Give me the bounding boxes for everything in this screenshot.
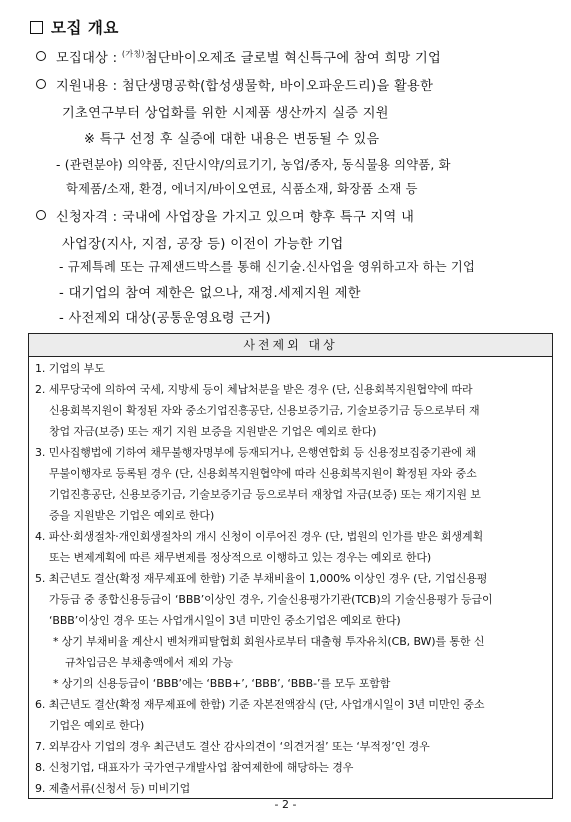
target-label: 모집대상 : bbox=[56, 51, 118, 66]
table-line: 9. 제출서류(신청서 등) 미비기업 bbox=[35, 782, 191, 795]
exclusion-table bbox=[28, 333, 553, 799]
content-line-2: 기초연구부터 상업화를 위한 시제품 생산까지 실증 지원 bbox=[62, 106, 389, 121]
table-line: 기업진흥공단, 신용보증기금, 기술보증기금 등으로부터 재창업 자금(보증) 또는 재기지원 보 bbox=[49, 488, 481, 501]
table-line: * 상기의 신용등급이 ‘BBB’에는 ‘BBB+’, ‘BBB’, ‘BBB-’를 모두 포함함 bbox=[53, 677, 391, 690]
table-line: 4. 파산·회생절차·개인회생절차의 개시 신청이 이루어진 경우 (단, 법원의 인가를 받은 회생계획 bbox=[35, 530, 484, 543]
section-title bbox=[30, 16, 119, 38]
table-line: 신용회복지원이 확정된 자와 중소기업진흥공단, 신용보증기금, 기술보증기금 등으로부터 재 bbox=[49, 404, 480, 417]
qualification-bullet bbox=[36, 206, 414, 225]
table-line: 창업 자금(보증) 또는 재기 지원 보증을 지원받은 기업은 예외로 한다) bbox=[49, 425, 377, 438]
section-title-text: 모집 개요 bbox=[51, 19, 119, 37]
table-line: 증을 지원받은 기업은 예외로 한다) bbox=[49, 509, 215, 522]
hollow-circle-bullet-icon bbox=[36, 51, 46, 61]
fields-line-2: 학제품/소재, 환경, 에너지/바이오연료, 식품소재, 화장품 소재 등 bbox=[66, 182, 418, 196]
fields-line-1: - (관련분야) 의약품, 진단시약/의료기기, 농업/종자, 동식물용 의약품, 화 bbox=[56, 158, 451, 172]
target-text: 첨단바이오제조 글로벌 혁신특구에 참여 희망 기업 bbox=[144, 51, 442, 66]
table-line: 5. 최근년도 결산(확정 재무제표에 한함) 기준 부채비율이 1,000% 이상인 경우 (단, 기업신용평 bbox=[35, 572, 488, 585]
qualification-line-2: 사업장(지사, 지점, 공장 등) 이전이 가능한 기업 bbox=[62, 237, 344, 252]
table-line: 규차입금은 부채총액에서 제외 가능 bbox=[65, 656, 234, 669]
qualification-sub-3: - 사전제외 대상(공통운영요령 근거) bbox=[59, 311, 271, 326]
qualification-sub-2: - 대기업의 참여 제한은 없으나, 재정.세제지원 제한 bbox=[59, 286, 361, 301]
table-line: 3. 민사집행법에 기하여 채무불행자명부에 등재되거나, 은행연합회 등 신용정보집중기관에 채 bbox=[35, 446, 476, 459]
target-superscript: (가칭) bbox=[121, 49, 145, 59]
content-bullet bbox=[36, 75, 433, 94]
table-line: 8. 신청기업, 대표자가 국가연구개발사업 참여제한에 해당하는 경우 bbox=[35, 761, 354, 774]
table-line: 6. 최근년도 결산(확정 재무제표에 한함) 기준 자본전액잠식 (단, 사업개시일이 3년 미만인 중소 bbox=[35, 698, 485, 711]
qualification-line-1: 신청자격 : 국내에 사업장을 가지고 있으며 향후 특구 지역 내 bbox=[56, 210, 415, 225]
table-line: ‘BBB’이상인 경우 또는 사업개시일이 3년 미만인 중소기업은 예외로 한다) bbox=[49, 614, 401, 627]
qualification-sub-1: - 규제특례 또는 규제샌드박스를 통해 신기술.신사업을 영위하고자 하는 기업 bbox=[59, 260, 476, 274]
table-line: 또는 변제계획에 따른 채무변제를 정상적으로 이행하고 있는 경우는 예외로 한다) bbox=[49, 551, 432, 564]
exclusion-table-header: 사전제외 대상 bbox=[29, 334, 552, 357]
page-number: - 2 - bbox=[274, 798, 297, 811]
checkbox-square-icon bbox=[30, 21, 43, 34]
hollow-circle-bullet-icon bbox=[36, 79, 46, 89]
table-line: 기업은 예외로 한다) bbox=[49, 719, 145, 732]
table-line: 무불이행자로 등록된 경우 (단, 신용회복지원협약에 따라 신용회복지원이 확정된 자와 중소 bbox=[49, 467, 477, 480]
hollow-circle-bullet-icon bbox=[36, 210, 46, 220]
content-note: ※ 특구 선정 후 실증에 대한 내용은 변동될 수 있음 bbox=[84, 132, 380, 147]
table-line: 가등급 중 종합신용등급이 ‘BBB’이상인 경우, 기술신용평가기관(TCB)의 기술신용평가 등급이 bbox=[49, 593, 493, 606]
content-line-1: 지원내용 : 첨단생명공학(합성생물학, 바이오파운드리)을 활용한 bbox=[56, 79, 434, 94]
table-line: 7. 외부감사 기업의 경우 최근년도 결산 감사의견이 ‘의견거절’ 또는 ‘부적정’인 경우 bbox=[35, 740, 430, 753]
table-line: 1. 기업의 부도 bbox=[35, 362, 105, 375]
table-line: 2. 세무당국에 의하여 국세, 지방세 등이 체납처분을 받은 경우 (단, 신용회복지원협약에 따라 bbox=[35, 383, 473, 396]
target-bullet bbox=[36, 47, 441, 66]
table-line: * 상기 부채비율 계산시 벤처캐피탈협회 회원사로부터 대출형 투자유치(CB, BW)를 통한 신 bbox=[53, 635, 485, 648]
